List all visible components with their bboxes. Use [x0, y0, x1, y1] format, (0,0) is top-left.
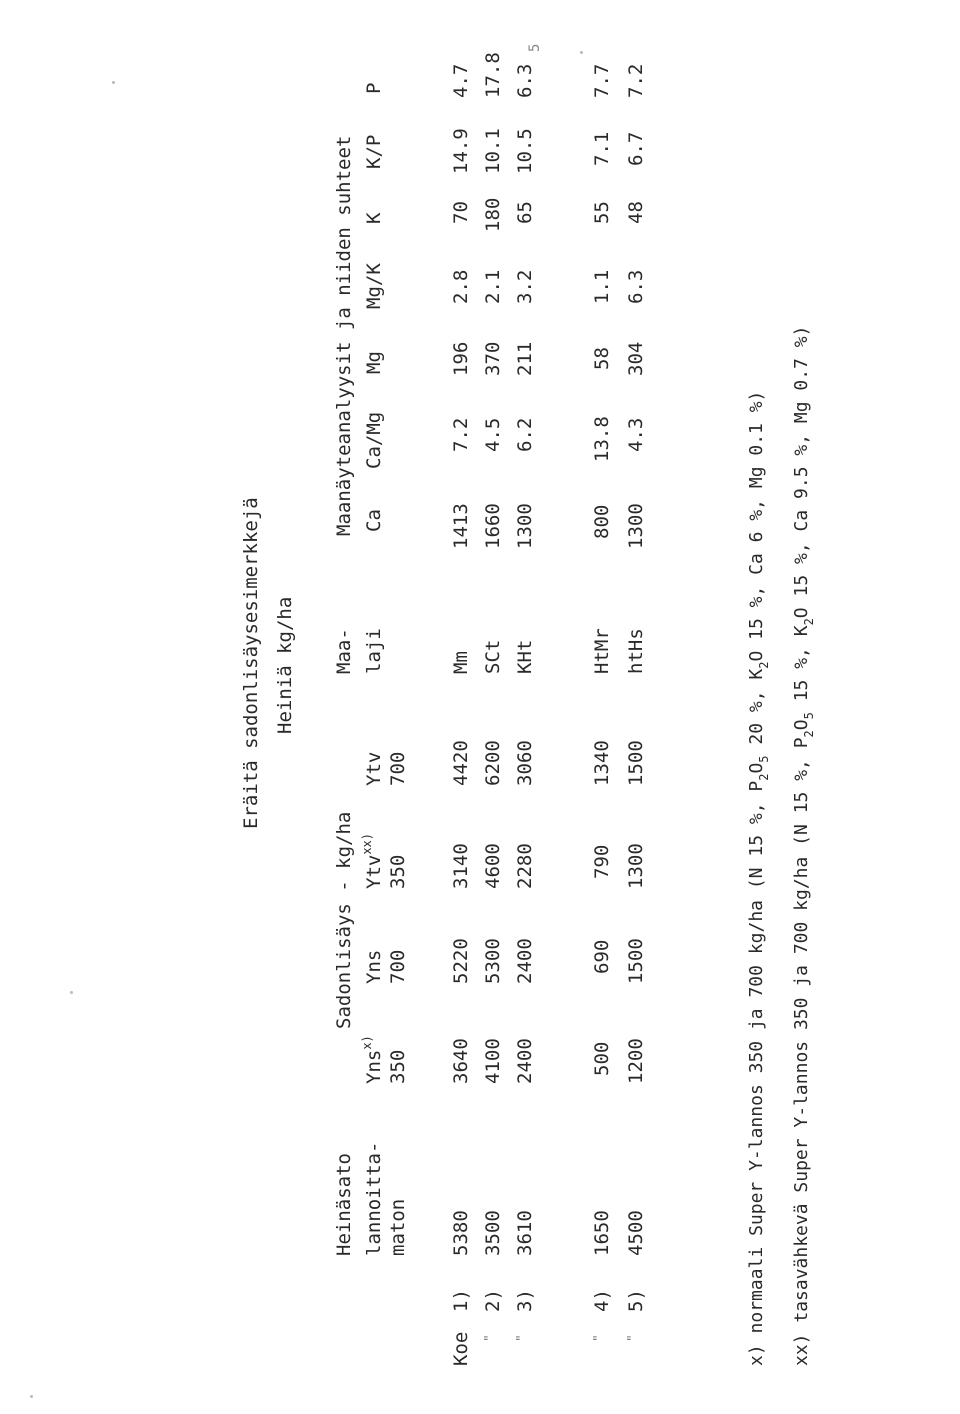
footnote-x [746, 390, 771, 1366]
header-ca-mg: Ca/Mg [363, 411, 385, 469]
cell-mg: 196 [450, 341, 472, 376]
header-yns-350 [360, 1035, 385, 1084]
cell-k-p: 6.7 [625, 131, 647, 166]
cell-k: 65 [514, 201, 536, 224]
header-mg: Mg [363, 351, 385, 374]
cell-mg: 370 [482, 341, 504, 376]
cell-k-p: 10.5 [514, 128, 536, 174]
cell-ytv-350: 790 [591, 844, 613, 879]
row-prefix: " [515, 1334, 530, 1342]
cell-ytv-700: 1340 [591, 740, 613, 786]
row-prefix: " [626, 1334, 641, 1342]
cell-mg-k: 1.1 [591, 269, 613, 304]
header-heinasato: Heinäsato [333, 1153, 355, 1256]
cell-p: 7.2 [625, 63, 647, 98]
cell-ca-mg: 7.2 [450, 417, 472, 452]
row-prefix: Koe [450, 1331, 472, 1366]
cell-ytv-350: 3140 [450, 843, 472, 889]
footnote-xx [791, 325, 816, 1366]
cell-ca-mg: 4.3 [625, 417, 647, 452]
cell-mg-k: 6.3 [625, 269, 647, 304]
header-rate-ytv-700: 700 [387, 751, 409, 786]
cell-ca: 800 [591, 504, 613, 539]
cell-lannoittamaton: 5380 [450, 1210, 472, 1256]
yns-footnote-mark: x) [360, 1035, 374, 1050]
header-ca: Ca [363, 509, 385, 532]
cell-ca-mg: 4.5 [482, 417, 504, 452]
cell-p: 6.3 [514, 63, 536, 98]
header-ytv-350 [360, 832, 385, 889]
cell-lannoittamaton: 3500 [482, 1210, 504, 1256]
cell-ytv-350: 2280 [514, 843, 536, 889]
header-rate-yns-350: 350 [387, 1049, 409, 1084]
header-k-p: K/P [363, 134, 385, 169]
cell-p: 7.7 [591, 63, 613, 98]
doc-subtitle: Heiniä kg/ha [274, 596, 296, 734]
cell-lannoittamaton: 3610 [514, 1210, 536, 1256]
cell-ytv-350: 1300 [625, 843, 647, 889]
row-label: 2) [482, 1289, 504, 1312]
header-sadonlisays: Sadonlisäys - kg/ha [333, 811, 355, 1029]
cell-ytv-700: 3060 [514, 740, 536, 786]
cell-k-p: 10.1 [482, 128, 504, 174]
header-yns-700: Yns [363, 949, 385, 984]
header-ytv-700: Ytv [363, 751, 385, 786]
cell-p: 17.8 [482, 52, 504, 98]
cell-yns-700: 690 [591, 939, 613, 974]
row-label: 4) [591, 1289, 613, 1312]
footnote-x-mark: x) [746, 1344, 767, 1366]
cell-maalaji: HtMr [591, 628, 613, 674]
cell-ytv-700: 1500 [625, 740, 647, 786]
cell-k-p: 7.1 [591, 131, 613, 166]
footnote-x-text: normaali Super Y-lannos 350 ja 700 kg/ha (N 15 %, $P_2O_5$ 20 %, $K_2O$ 15 %, Ca 6 %, Mg 0.1 %) [746, 390, 771, 1334]
cell-mg-k: 2.8 [450, 269, 472, 304]
cell-maalaji: KHt [514, 639, 536, 674]
header-maanaytteet: Maanäyteanalyysit ja niiden suhteet [333, 135, 355, 536]
cell-ca-mg: 6.2 [514, 417, 536, 452]
cell-k-p: 14.9 [450, 128, 472, 174]
cell-ytv-700: 6200 [482, 740, 504, 786]
cell-ca-mg: 13.8 [591, 416, 613, 462]
header-maa: Maa- [333, 628, 355, 674]
scan-speck [30, 1395, 33, 1398]
cell-ytv-700: 4420 [450, 740, 472, 786]
scan-speck [112, 81, 115, 84]
cell-mg: 211 [514, 341, 536, 376]
footnote-xx-text: tasavähkevä Super Y-lannos 350 ja 700 kg/ha (N 15 %, $P_2O_5$ 15 %, $K_2O$ 15 %, Ca 9.5 %, Mg 0.7 %) [791, 325, 816, 1323]
cell-yns-700: 5220 [450, 938, 472, 984]
header-k: K [363, 212, 385, 224]
cell-ca: 1660 [482, 503, 504, 549]
cell-yns-350: 4100 [482, 1038, 504, 1084]
cell-mg: 58 [591, 347, 613, 370]
cell-k: 70 [450, 201, 472, 224]
cell-ca: 1413 [450, 503, 472, 549]
cell-yns-350: 1200 [625, 1038, 647, 1084]
cell-yns-350: 500 [591, 1041, 613, 1076]
cell-maalaji: SCt [482, 639, 504, 674]
header-lannoittamaton-1: lannoitta- [363, 1141, 385, 1256]
cell-yns-700: 5300 [482, 938, 504, 984]
row-label: 5) [625, 1289, 647, 1312]
cell-mg: 304 [625, 341, 647, 376]
scan-speck [70, 991, 73, 994]
cell-ca: 1300 [514, 503, 536, 549]
ytv-label: Ytv [363, 854, 385, 889]
cell-maalaji: htHs [625, 628, 647, 674]
cell-k: 48 [625, 201, 647, 224]
header-lannoittamaton-2: maton [387, 1198, 409, 1256]
header-rate-ytv-350: 350 [387, 854, 409, 889]
header-rate-yns-700: 700 [387, 949, 409, 984]
cell-lannoittamaton: 4500 [625, 1210, 647, 1256]
cell-k: 55 [591, 201, 613, 224]
ytv-footnote-mark: xx) [360, 832, 374, 855]
row-label: 3) [514, 1289, 536, 1312]
cell-maalaji: Mm [450, 651, 472, 674]
cell-yns-700: 2400 [514, 938, 536, 984]
yns-label: Yns [363, 1049, 385, 1084]
row-label: 1) [450, 1289, 472, 1312]
cell-lannoittamaton: 1650 [591, 1210, 613, 1256]
row-prefix: " [483, 1334, 498, 1342]
header-mg-k: Mg/K [363, 263, 385, 309]
cell-yns-350: 3640 [450, 1038, 472, 1084]
cell-ytv-350: 4600 [482, 843, 504, 889]
scan-speck [580, 51, 583, 54]
doc-title: Eräitä sadonlisäysesimerkkejä [240, 497, 262, 829]
cell-ca: 1300 [625, 503, 647, 549]
cell-mg-k: 2.1 [482, 269, 504, 304]
cell-mg-k: 3.2 [514, 269, 536, 304]
cell-k: 180 [482, 197, 504, 232]
cell-yns-700: 1500 [625, 938, 647, 984]
header-laji: laji [363, 628, 385, 674]
footnote-xx-mark: xx) [791, 1333, 812, 1366]
header-p: P [363, 82, 385, 94]
page-mark: 5 [527, 43, 543, 52]
row-prefix: " [592, 1334, 607, 1342]
cell-yns-350: 2400 [514, 1038, 536, 1084]
cell-p: 4.7 [450, 63, 472, 98]
